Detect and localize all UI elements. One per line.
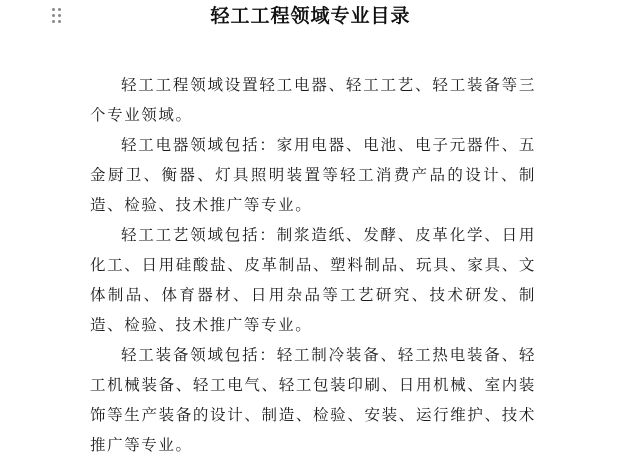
paragraph-process: 轻工工艺领域包括：制浆造纸、发酵、皮革化学、日用化工、日用硅酸盐、皮革制品、塑料制品、玩具、家具、文体制品、体育器材、日用杂品等工艺研究、技术研发、制造、检验、技术推广等专业。: [90, 226, 536, 334]
document-body[interactable]: [90, 70, 536, 460]
paragraph-intro: 轻工工程领域设置轻工电器、轻工工艺、轻工装备等三个专业领域。: [90, 76, 536, 124]
paragraph-electrical: 轻工电器领域包括：家用电器、电池、电子元器件、五金厨卫、衡器、灯具照明装置等轻工消费产品的设计、制造、检验、技术推广等专业。: [90, 136, 536, 214]
paragraph-equipment: 轻工装备领域包括：轻工制冷装备、轻工热电装备、轻工机械装备、轻工电气、轻工包装印刷、日用机械、室内装饰等生产装备的设计、制造、检验、安装、运行维护、技术推广等专业。: [90, 346, 536, 454]
document-title: 轻工工程领域专业目录: [210, 5, 411, 27]
